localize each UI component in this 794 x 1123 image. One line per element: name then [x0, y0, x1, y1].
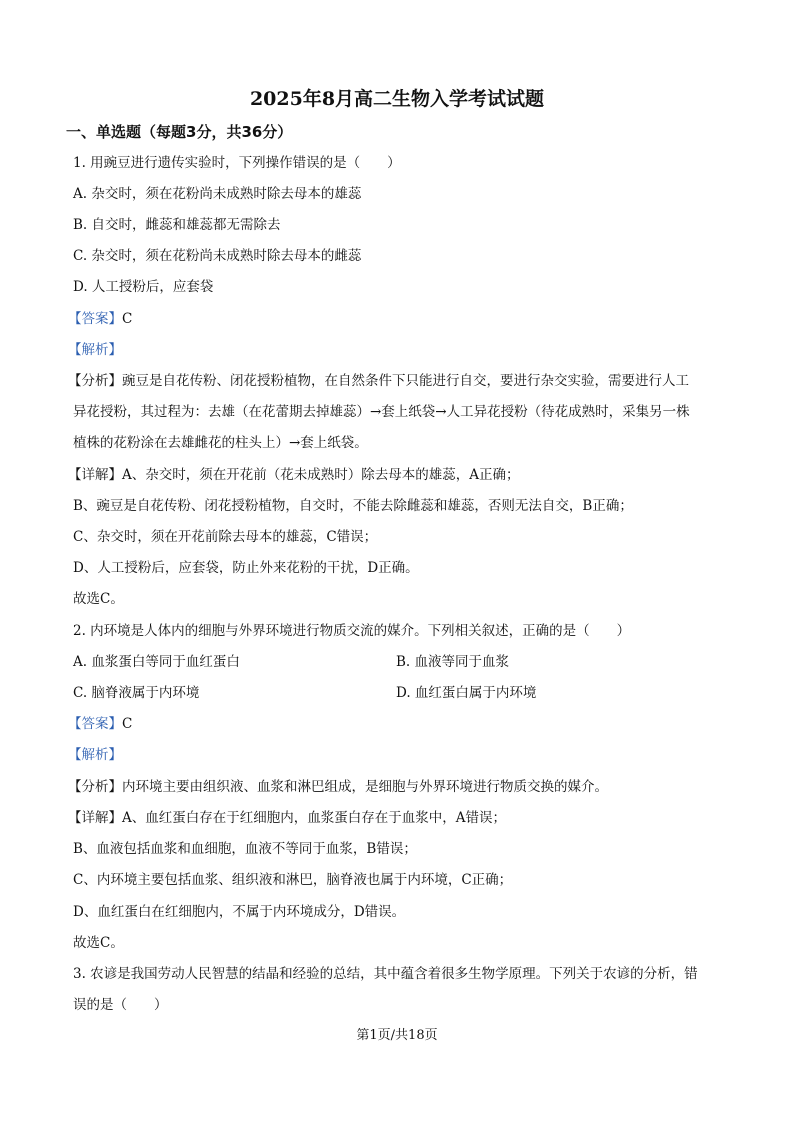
q1-detail-d: D、人工授粉后，应套袋，防止外来花粉的干扰，D正确。 — [73, 560, 419, 576]
q2-detail-b: B、血液包括血浆和血细胞，血液不等同于血浆，B错误； — [73, 841, 417, 857]
q2-option-c: C. 脑脊液属于内环境 — [73, 685, 200, 701]
q1-conclusion: 故选C。 — [73, 591, 124, 607]
q2-answer — [68, 714, 734, 734]
page-title: 2025年8月高二生物入学考试试题 — [249, 88, 545, 110]
q1-detail-a: 【详解】A、杂交时，须在开花前（花未成熟时）除去母本的雄蕊，A正确； — [68, 467, 520, 483]
q2-option-b: B. 血液等同于血浆 — [396, 654, 510, 670]
q2-options-row2 — [73, 683, 734, 703]
answer-value: C — [122, 716, 133, 732]
answer-tag: 【答案】 — [68, 716, 122, 732]
q2-detail-d: D、血红蛋白在红细胞内，不属于内环境成分，D错误。 — [73, 904, 406, 920]
q1-option-a: A. 杂交时，须在花粉尚未成熟时除去母本的雄蕊 — [73, 186, 362, 202]
q2-detail-a: 【详解】A、血红蛋白存在于红细胞内，血浆蛋白存在于血浆中，A错误； — [68, 810, 506, 826]
page-footer: 第1页/共18页 — [356, 1028, 438, 1043]
q3-stem-line1: 3. 农谚是我国劳动人民智慧的结晶和经验的总结，其中蕴含着很多生物学原理。下列关于农谚的分析，错 — [73, 966, 698, 982]
q1-option-c: C. 杂交时，须在花粉尚未成熟时除去母本的雌蕊 — [73, 248, 362, 264]
q1-analysis-tag: 【解析】 — [68, 342, 122, 358]
q1-option-b: B. 自交时，雌蕊和雄蕊都无需除去 — [73, 217, 281, 233]
answer-tag: 【答案】 — [68, 311, 122, 327]
q1-option-d: D. 人工授粉后，应套袋 — [73, 279, 214, 295]
q2-option-d: D. 血红蛋白属于内环境 — [396, 685, 537, 701]
q2-option-a: A. 血浆蛋白等同于血红蛋白 — [73, 654, 240, 670]
q1-fenxi-line3: 植株的花粉涂在去雄雌花的柱头上）→套上纸袋。 — [73, 435, 368, 451]
section-heading: 一、单选题（每题3分，共36分） — [66, 123, 293, 141]
q2-fenxi: 【分析】内环境主要由组织液、血浆和淋巴组成，是细胞与外界环境进行物质交换的媒介。 — [68, 779, 608, 795]
q2-options-row1 — [73, 652, 734, 672]
q2-stem: 2. 内环境是人体内的细胞与外界环境进行物质交流的媒介。下列相关叙述，正确的是（ ） — [73, 623, 631, 639]
q2-analysis-tag: 【解析】 — [68, 747, 122, 763]
q2-conclusion: 故选C。 — [73, 935, 124, 951]
q1-detail-c: C、杂交时，须在开花前除去母本的雄蕊，C错误； — [73, 529, 378, 545]
q3-stem-line2: 误的是（ ） — [73, 997, 168, 1013]
q1-answer — [68, 309, 734, 329]
q1-fenxi-line1: 【分析】豌豆是自花传粉、闭花授粉植物，在自然条件下只能进行自交，要进行杂交实验，需要进行人工 — [68, 373, 689, 389]
q1-stem: 1. 用豌豆进行遗传实验时，下列操作错误的是（ ） — [73, 155, 401, 171]
q1-detail-b: B、豌豆是自花传粉、闭花授粉植物，自交时，不能去除雌蕊和雄蕊，否则无法自交，B正确； — [73, 498, 633, 514]
q1-fenxi-line2: 异花授粉，其过程为：去雄（在花蕾期去掉雄蕊）→套上纸袋→人工异花授粉（待花成熟时，采集另一株 — [73, 404, 690, 420]
q2-detail-c: C、内环境主要包括血浆、组织液和淋巴，脑脊液也属于内环境，C正确； — [73, 872, 513, 888]
answer-value: C — [122, 311, 133, 327]
